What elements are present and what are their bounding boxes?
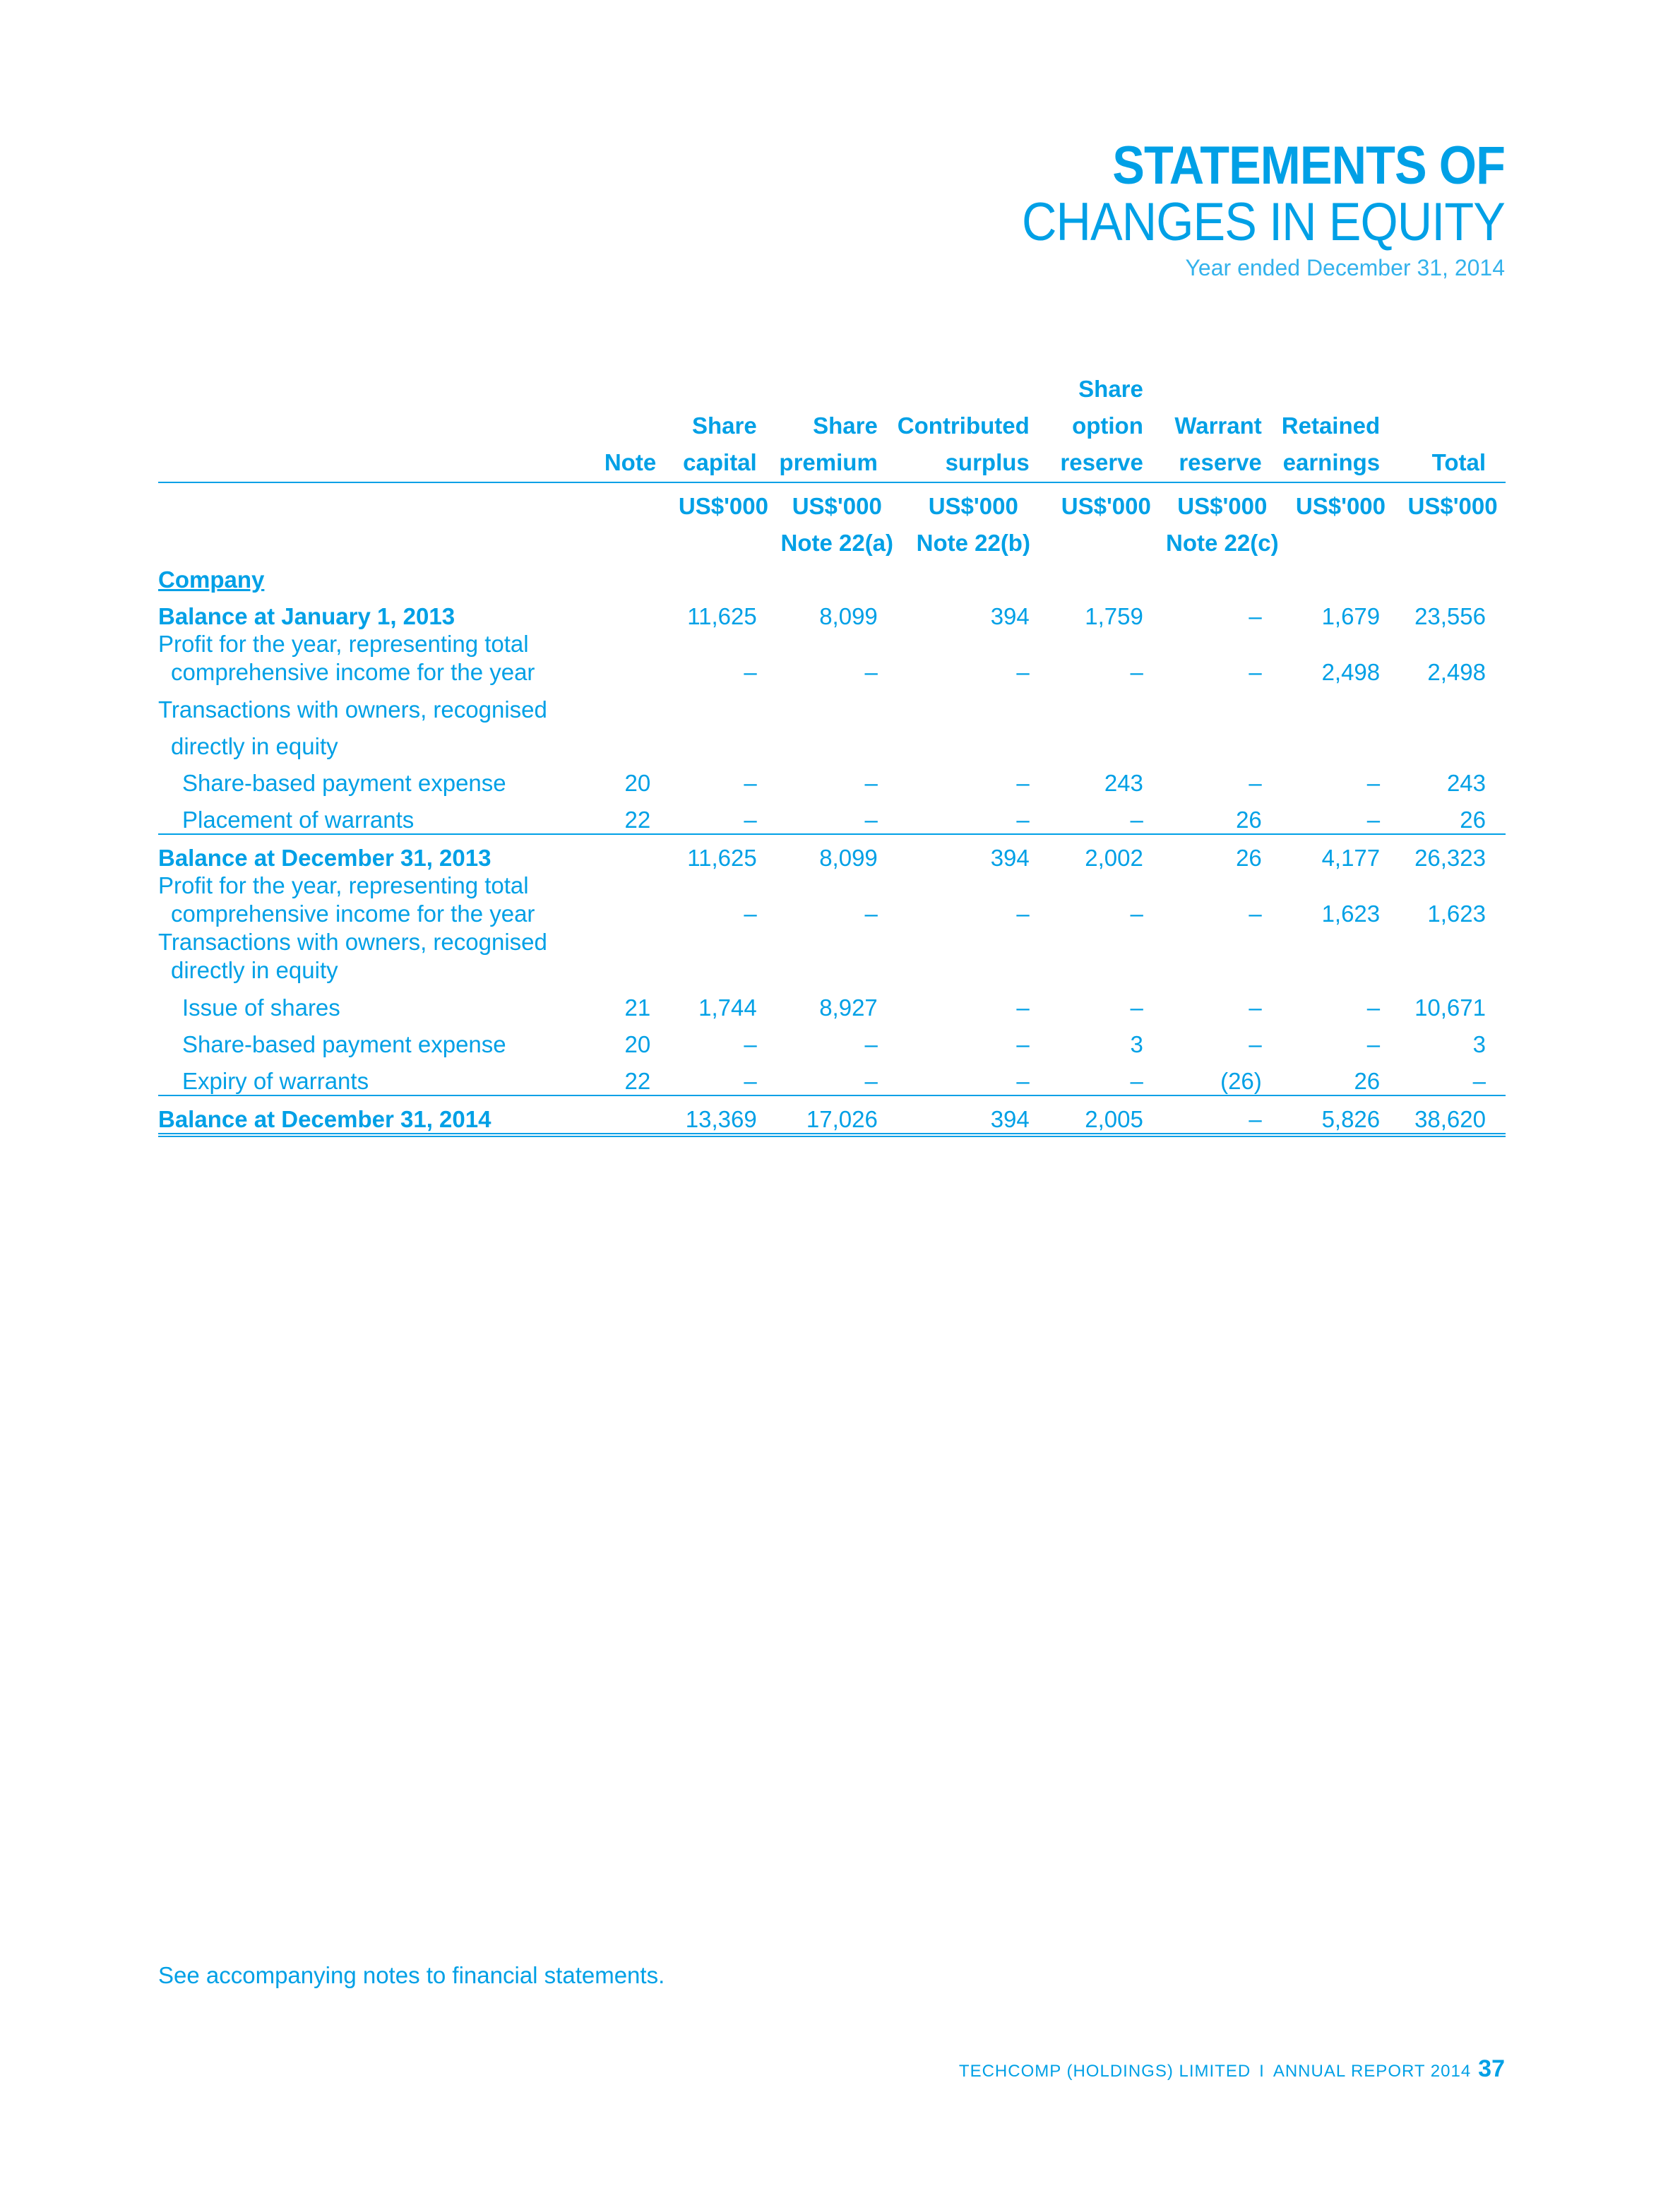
cell: 394 <box>898 1095 1049 1135</box>
col-header-share-option-1: Share <box>1078 376 1143 402</box>
col-header-warrant-1: Warrant <box>1174 412 1262 439</box>
row-note <box>583 1095 670 1135</box>
section-heading: Company <box>158 566 265 593</box>
cell: 394 <box>990 603 1030 629</box>
row-label: Balance at December 31, 2013 <box>158 845 492 871</box>
cell: 26 <box>1400 797 1506 834</box>
row-label: Share-based payment expense <box>182 770 506 796</box>
cell: (26) <box>1163 1058 1282 1095</box>
col-header-share-premium-2: premium <box>777 441 898 482</box>
column-note <box>1282 520 1400 557</box>
col-header-share-premium-1: Share <box>813 412 878 439</box>
cell: 1,679 <box>1321 603 1381 629</box>
footnote: See accompanying notes to financial statements. <box>158 1962 665 1988</box>
units-row <box>158 482 1506 520</box>
cell: 3 <box>1130 1031 1143 1057</box>
col-header-retained-2: earnings <box>1282 441 1400 482</box>
unit-cell: US$'000 <box>792 493 882 519</box>
table-row <box>158 760 1506 797</box>
row-label-line2: comprehensive income for the year <box>171 901 535 927</box>
row-label: Balance at December 31, 2014 <box>158 1095 583 1135</box>
cell: – <box>1400 1058 1506 1095</box>
unit-cell: US$'000 <box>928 493 1018 519</box>
column-note: Note 22(a) <box>780 530 894 556</box>
column-note <box>1049 520 1163 557</box>
cell: 13,369 <box>670 1095 777 1135</box>
cell: – <box>1249 659 1262 685</box>
row-note: 22 <box>583 797 670 834</box>
row-label: directly in equity <box>171 733 338 759</box>
row-label-line1: Profit for the year, representing total <box>158 872 529 898</box>
cell: 1,744 <box>698 994 757 1021</box>
cell: – <box>1016 994 1030 1021</box>
row-label-line1: Profit for the year, representing total <box>158 631 529 657</box>
header-row-3 <box>158 441 1506 482</box>
cell: – <box>1249 901 1262 927</box>
table-row <box>158 797 1506 834</box>
cell: – <box>744 901 757 927</box>
table-row <box>158 872 1506 928</box>
row-label-line2: directly in equity <box>171 957 338 983</box>
cell: – <box>777 1058 898 1095</box>
cell: – <box>670 1058 777 1095</box>
row-label-line2: comprehensive income for the year <box>171 659 535 685</box>
cell: – <box>898 797 1049 834</box>
table-row <box>158 985 1506 1021</box>
unit-cell: US$'000 <box>1177 493 1268 519</box>
column-notes-row <box>158 520 1506 557</box>
unit-cell: US$'000 <box>1061 493 1151 519</box>
cell: – <box>864 901 878 927</box>
title-block <box>968 138 1505 282</box>
row-note: 21 <box>624 994 651 1021</box>
cell: – <box>744 659 757 685</box>
col-header-contributed-1: Contributed <box>897 412 1030 439</box>
row-note <box>583 872 670 928</box>
cell: – <box>1130 994 1143 1021</box>
row-label: Placement of warrants <box>158 797 583 834</box>
equity-table <box>158 367 1506 1137</box>
table-row <box>158 1095 1506 1135</box>
cell: – <box>1130 901 1143 927</box>
cell: – <box>1130 659 1143 685</box>
table-row <box>158 1058 1506 1095</box>
footer-company: TECHCOMP (HOLDINGS) LIMITED <box>958 2062 1251 2081</box>
cell: 4,177 <box>1321 845 1381 871</box>
cell: – <box>864 659 878 685</box>
row-note: 20 <box>624 1031 651 1057</box>
row-note: 22 <box>583 1058 670 1095</box>
cell: 2,002 <box>1085 845 1143 871</box>
cell: 10,671 <box>1414 994 1486 1021</box>
cell: 26 <box>1282 1058 1400 1095</box>
table-row <box>158 593 1506 630</box>
cell: 1,759 <box>1085 603 1143 629</box>
column-note <box>670 520 777 557</box>
cell: – <box>1366 1031 1381 1057</box>
cell: 8,927 <box>819 994 878 1021</box>
col-header-share-option-3: reserve <box>1049 441 1163 482</box>
cell: – <box>744 770 757 796</box>
cell: 2,005 <box>1049 1095 1163 1135</box>
column-note <box>1400 520 1506 557</box>
row-label: Share-based payment expense <box>182 1031 506 1057</box>
page-subtitle: Year ended December 31, 2014 <box>1185 255 1505 280</box>
col-header-share-capital-2: capital <box>670 441 777 482</box>
cell: – <box>744 1031 757 1057</box>
cell: – <box>1016 659 1030 685</box>
cell: – <box>1016 901 1030 927</box>
cell: 2,498 <box>1321 659 1381 685</box>
cell: 26 <box>1163 797 1282 834</box>
row-label <box>158 872 583 928</box>
table-row <box>158 1021 1506 1058</box>
cell: – <box>1016 770 1030 796</box>
page-title-line2: CHANGES IN EQUITY <box>1022 192 1505 252</box>
cell: 5,826 <box>1282 1095 1400 1135</box>
col-header-warrant-2: reserve <box>1163 441 1282 482</box>
cell: 8,099 <box>819 603 878 629</box>
col-header-note: Note <box>583 441 670 482</box>
table-row <box>158 928 1506 985</box>
cell: 1,623 <box>1427 901 1486 927</box>
row-label: Issue of shares <box>182 994 340 1021</box>
row-label-line1: Transactions with owners, recognised <box>158 929 547 955</box>
cell: – <box>1163 1095 1282 1135</box>
cell: 17,026 <box>777 1095 898 1135</box>
cell: – <box>1249 1031 1262 1057</box>
col-header-share-option-2: option <box>1072 412 1143 439</box>
cell: – <box>1282 797 1400 834</box>
page-title: STATEMENTS OF <box>1112 136 1505 196</box>
row-note <box>583 834 670 872</box>
cell: 8,099 <box>819 845 878 871</box>
cell: – <box>1049 1058 1163 1095</box>
unit-cell: US$'000 <box>678 493 768 519</box>
cell: – <box>898 1058 1049 1095</box>
cell: 243 <box>1446 770 1486 796</box>
table-row <box>158 834 1506 872</box>
table-row <box>158 687 1506 723</box>
cell: 26,323 <box>1414 845 1486 871</box>
row-note: 20 <box>624 770 651 796</box>
row-label: Transactions with owners, recognised <box>158 696 547 723</box>
cell: – <box>1249 994 1262 1021</box>
cell: – <box>1249 770 1262 796</box>
cell: 3 <box>1472 1031 1486 1057</box>
row-label <box>158 928 1506 985</box>
cell: – <box>864 1031 878 1057</box>
row-note <box>583 630 670 687</box>
cell: – <box>1249 603 1262 629</box>
column-note: Note 22(b) <box>916 530 1030 556</box>
col-header-total: Total <box>1400 441 1506 482</box>
unit-cell: US$'000 <box>1407 493 1498 519</box>
header-row-2 <box>158 404 1506 441</box>
page-number: 37 <box>1478 2055 1505 2082</box>
cell: 11,625 <box>687 603 757 629</box>
cell: 1,623 <box>1321 901 1381 927</box>
table-row <box>158 723 1506 760</box>
row-label <box>158 630 583 687</box>
cell: 394 <box>990 845 1030 871</box>
header-row-1 <box>158 367 1506 404</box>
cell: 243 <box>1104 770 1143 796</box>
cell: – <box>864 770 878 796</box>
table-row <box>158 630 1506 687</box>
row-note <box>583 593 670 630</box>
cell: – <box>1366 994 1381 1021</box>
col-header-share-capital-1: Share <box>692 412 757 439</box>
footer-report: ANNUAL REPORT 2014 <box>1273 2062 1472 2081</box>
cell: – <box>1366 770 1381 796</box>
unit-cell: US$'000 <box>1295 493 1386 519</box>
cell: – <box>777 797 898 834</box>
column-note: Note 22(c) <box>1166 530 1279 556</box>
cell: – <box>1016 1031 1030 1057</box>
section-heading-row <box>158 557 1506 593</box>
cell: 23,556 <box>1414 603 1486 629</box>
cell: 26 <box>1236 845 1262 871</box>
col-header-retained-1: Retained <box>1281 412 1381 439</box>
page-footer <box>959 2055 1505 2083</box>
cell: – <box>670 797 777 834</box>
row-label: Expiry of warrants <box>158 1058 583 1095</box>
cell: 2,498 <box>1427 659 1486 685</box>
row-label: Balance at January 1, 2013 <box>158 603 455 629</box>
col-header-contributed-2: surplus <box>898 441 1049 482</box>
cell: 11,625 <box>687 845 757 871</box>
cell: 38,620 <box>1400 1095 1506 1135</box>
cell: – <box>1049 797 1163 834</box>
footer-separator: I <box>1259 2062 1265 2081</box>
